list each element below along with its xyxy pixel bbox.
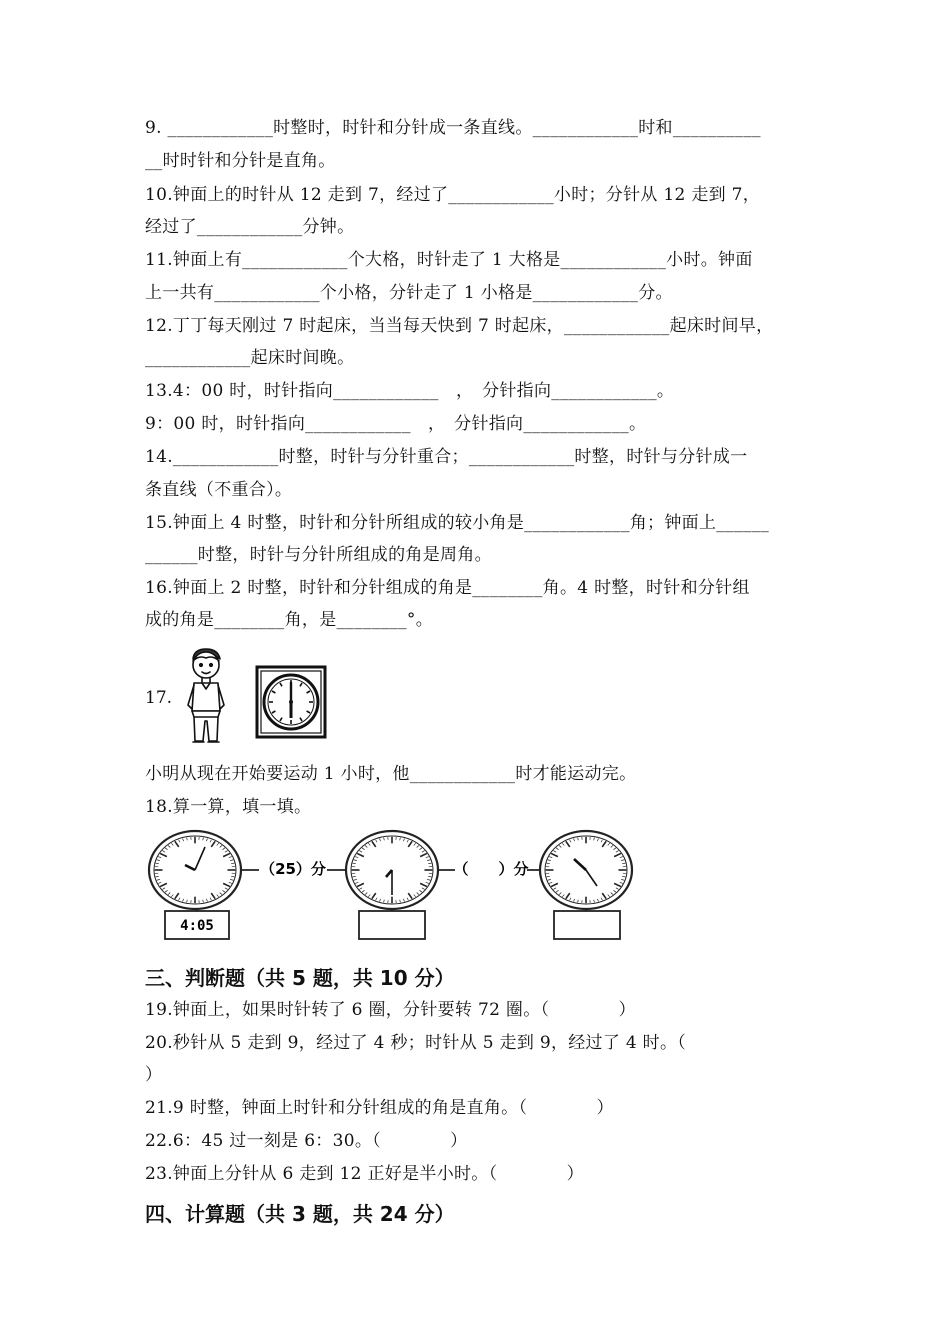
- time-box-1-label: 4:05: [180, 918, 214, 934]
- question-16-line1: 16.钟面上 2 时整，时针和分针组成的角是________角。4 时整，时针和分针组: [145, 578, 750, 598]
- question-12-line1: 12.丁丁每天刚过 7 时起床，当当每天快到 7 时起床，____________起床时间早，: [145, 316, 774, 336]
- question-9-line1: 9. ____________时整时，时针和分针成一条直线。____________时和__________: [145, 118, 761, 138]
- section-3-title: 三、判断题（共 5 题，共 10 分）: [145, 966, 455, 990]
- question-21: 21.9 时整，钟面上时针和分针组成的角是直角。（ ）: [145, 1098, 614, 1118]
- question-10-line2: 经过了____________分钟。: [145, 217, 355, 237]
- clock-sequence-diagram: [145, 825, 645, 943]
- interval-label-2: （ ）分: [453, 860, 529, 878]
- question-15-line2: ______时整，时针与分针所组成的角是周角。: [145, 545, 492, 565]
- question-17-text: 小明从现在开始要运动 1 小时，他____________时才能运动完。: [145, 764, 637, 784]
- question-20-line2: ）: [145, 1065, 163, 1085]
- clock-face-3: [540, 831, 632, 909]
- question-17-number: 17.: [145, 688, 173, 708]
- question-23: 23.钟面上分针从 6 走到 12 正好是半小时。（ ）: [145, 1164, 584, 1184]
- time-box-3: [554, 911, 620, 939]
- clock-icon: [255, 665, 327, 739]
- question-12-line2: ____________起床时间晚。: [145, 348, 355, 368]
- question-13-line2: 9：00 时，时针指向____________ ， 分针指向____________。: [145, 414, 647, 434]
- question-13-line1: 13.4：00 时，时针指向____________ ， 分针指向____________。: [145, 381, 675, 401]
- question-11-line1: 11.钟面上有____________个大格，时针走了 1 大格是____________小时。钟面: [145, 250, 753, 270]
- clock-face-1: [149, 831, 241, 909]
- boy-illustration: [180, 645, 232, 747]
- question-14-line1: 14.____________时整，时针与分针重合；____________时整，时针与分针成一: [145, 447, 748, 467]
- question-9-line2: __时时针和分针是直角。: [145, 151, 336, 171]
- question-11-line2: 上一共有____________个小格，分针走了 1 小格是____________分。: [145, 283, 673, 303]
- question-19: 19.钟面上，如果时针转了 6 圈，分针要转 72 圈。（ ）: [145, 1000, 636, 1020]
- section-4-title: 四、计算题（共 3 题，共 24 分）: [145, 1202, 455, 1226]
- time-box-2: [359, 911, 425, 939]
- question-15-line1: 15.钟面上 4 时整，时针和分针所组成的较小角是____________角；钟面上______: [145, 513, 770, 533]
- interval-label-1: （25）分: [260, 860, 326, 878]
- question-14-line2: 条直线（不重合）。: [145, 480, 293, 500]
- question-20-line1: 20.秒针从 5 走到 9，经过了 4 秒；时针从 5 走到 9，经过了 4 时。（: [145, 1033, 687, 1053]
- question-10-line1: 10.钟面上的时针从 12 走到 7，经过了____________小时；分针从 12 走到 7，: [145, 185, 761, 205]
- question-22: 22.6：45 过一刻是 6：30。（ ）: [145, 1131, 468, 1151]
- question-16-line2: 成的角是________角，是________°。: [145, 610, 433, 630]
- clock-face-2: [346, 831, 438, 909]
- question-18-text: 18.算一算，填一填。: [145, 797, 312, 817]
